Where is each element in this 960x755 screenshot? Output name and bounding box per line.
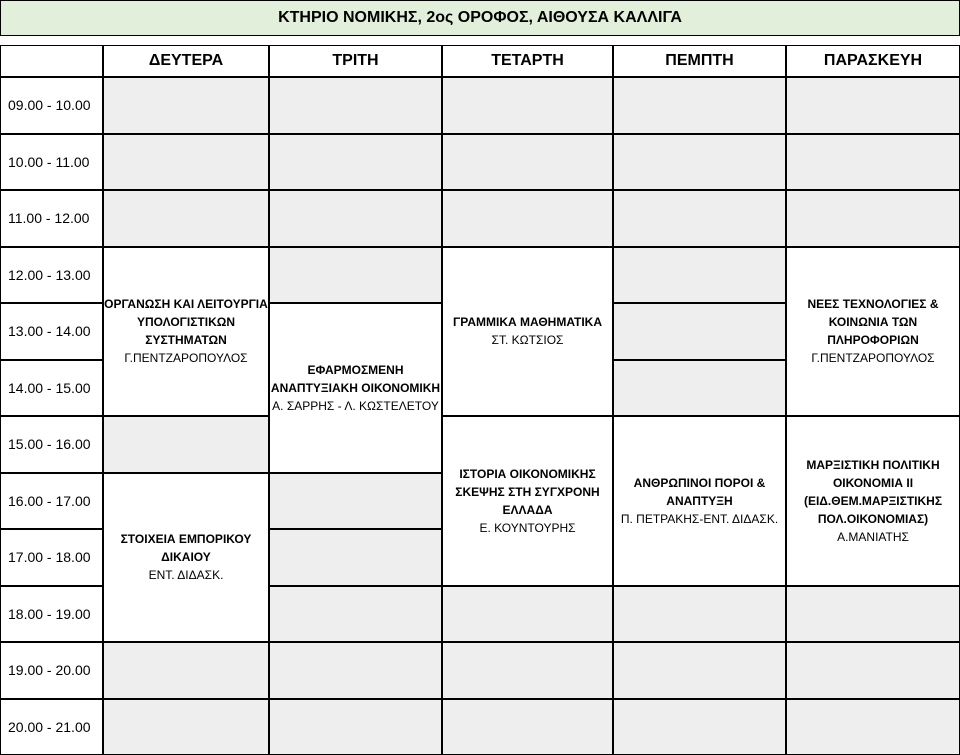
day-header-2: ΤΡΙΤΗ	[269, 45, 442, 77]
course-block[interactable]	[103, 247, 269, 417]
time-slot-label: 19.00 - 20.00	[0, 642, 103, 699]
empty-slot-cell	[613, 586, 786, 643]
course-block[interactable]	[786, 247, 960, 417]
course-block[interactable]	[786, 416, 960, 586]
day-header-3: ΤΕΤΑΡΤΗ	[442, 45, 613, 77]
course-instructor: Γ.ΠΕΝΤΖΑΡΟΠΟΥΛΟΣ	[811, 349, 934, 367]
empty-slot-cell	[103, 134, 269, 191]
course-instructor: ΣΤ. ΚΩΤΣΙΟΣ	[492, 331, 564, 349]
empty-slot-cell	[786, 134, 960, 191]
empty-slot-cell	[269, 77, 442, 134]
empty-slot-cell	[613, 247, 786, 304]
time-slot-label: 16.00 - 17.00	[0, 473, 103, 530]
course-block[interactable]	[442, 416, 613, 586]
course-title: ΑΝΘΡΩΠΙΝΟΙ ΠΟΡΟΙ & ΑΝΑΠΤΥΞΗ	[614, 474, 785, 510]
time-slot-label: 14.00 - 15.00	[0, 360, 103, 417]
course-block[interactable]	[613, 416, 786, 586]
time-slot-label: 10.00 - 11.00	[0, 134, 103, 191]
empty-slot-cell	[103, 77, 269, 134]
course-block[interactable]	[103, 473, 269, 643]
empty-slot-cell	[613, 134, 786, 191]
time-slot-label: 09.00 - 10.00	[0, 77, 103, 134]
course-instructor: Γ.ΠΕΝΤΖΑΡΟΠΟΥΛΟΣ	[124, 349, 247, 367]
empty-slot-cell	[103, 642, 269, 699]
course-block[interactable]	[442, 247, 613, 417]
empty-slot-cell	[269, 642, 442, 699]
empty-slot-cell	[442, 642, 613, 699]
corner-header-cell	[0, 45, 103, 77]
empty-slot-cell	[613, 699, 786, 755]
time-slot-label: 17.00 - 18.00	[0, 529, 103, 586]
empty-slot-cell	[613, 303, 786, 360]
time-slot-label: 18.00 - 19.00	[0, 586, 103, 643]
course-title: ΟΡΓΑΝΩΣΗ ΚΑΙ ΛΕΙΤΟΥΡΓΙΑ ΥΠΟΛΟΓΙΣΤΙΚΩΝ ΣΥΣΤΗΜΑΤΩΝ	[104, 295, 268, 349]
course-block[interactable]	[269, 303, 442, 473]
course-title: ΙΣΤΟΡΙΑ ΟΙΚΟΝΟΜΙΚΗΣ ΣΚΕΨΗΣ ΣΤΗ ΣΥΓΧΡΟΝΗ ΕΛΛΑΔΑ	[443, 465, 612, 519]
empty-slot-cell	[269, 134, 442, 191]
empty-slot-cell	[269, 586, 442, 643]
empty-slot-cell	[442, 699, 613, 755]
course-title: ΜΑΡΞΙΣΤΙΚΗ ΠΟΛΙΤΙΚΗ ΟΙΚΟΝΟΜΙΑ ΙΙ (ΕΙΔ.ΘΕΜ.ΜΑΡΞΙΣΤΙΚΗΣ ΠΟΛ.ΟΙΚΟΝΟΜΙΑΣ)	[787, 456, 959, 528]
empty-slot-cell	[786, 586, 960, 643]
empty-slot-cell	[269, 247, 442, 304]
course-instructor: Π. ΠΕΤΡΑΚΗΣ-ΕΝΤ. ΔΙΔΑΣΚ.	[621, 510, 778, 528]
day-header-1: ΔΕΥΤΕΡΑ	[103, 45, 269, 77]
time-slot-label: 11.00 - 12.00	[0, 190, 103, 247]
empty-slot-cell	[103, 416, 269, 473]
page-title: ΚΤΗΡΙΟ ΝΟΜΙΚΗΣ, 2ος ΟΡΟΦΟΣ, ΑΙΘΟΥΣΑ ΚΑΛΛΙΓΑ	[0, 0, 960, 36]
course-instructor: ΕΝΤ. ΔΙΔΑΣΚ.	[149, 566, 224, 584]
empty-slot-cell	[103, 190, 269, 247]
course-instructor: Ε. ΚΟΥΝΤΟΥΡΗΣ	[479, 519, 575, 537]
empty-slot-cell	[269, 473, 442, 530]
time-slot-label: 13.00 - 14.00	[0, 303, 103, 360]
empty-slot-cell	[269, 190, 442, 247]
day-header-5: ΠΑΡΑΣΚΕΥΗ	[786, 45, 960, 77]
empty-slot-cell	[613, 642, 786, 699]
empty-slot-cell	[613, 190, 786, 247]
course-title: ΝΕΕΣ ΤΕΧΝΟΛΟΓΙΕΣ & ΚΟΙΝΩΝΙΑ ΤΩΝ ΠΛΗΡΟΦΟΡΙΩΝ	[787, 295, 959, 349]
day-header-4: ΠΕΜΠΤΗ	[613, 45, 786, 77]
empty-slot-cell	[786, 190, 960, 247]
empty-slot-cell	[442, 77, 613, 134]
empty-slot-cell	[786, 642, 960, 699]
empty-slot-cell	[269, 529, 442, 586]
empty-slot-cell	[442, 190, 613, 247]
course-title: ΕΦΑΡΜΟΣΜΕΝΗ ΑΝΑΠΤΥΞΙΑΚΗ ΟΙΚΟΝΟΜΙΚΗ	[270, 361, 441, 397]
time-slot-label: 20.00 - 21.00	[0, 699, 103, 755]
empty-slot-cell	[269, 699, 442, 755]
empty-slot-cell	[786, 699, 960, 755]
time-slot-label: 12.00 - 13.00	[0, 247, 103, 304]
empty-slot-cell	[103, 699, 269, 755]
empty-slot-cell	[442, 586, 613, 643]
empty-slot-cell	[613, 360, 786, 417]
empty-slot-cell	[786, 77, 960, 134]
course-title: ΓΡΑΜΜΙΚΑ ΜΑΘΗΜΑΤΙΚΑ	[453, 313, 602, 331]
course-title: ΣΤΟΙΧΕΙΑ ΕΜΠΟΡΙΚΟΥ ΔΙΚΑΙΟΥ	[104, 530, 268, 566]
course-instructor: Α.ΜΑΝΙΑΤΗΣ	[837, 528, 909, 546]
empty-slot-cell	[442, 134, 613, 191]
time-slot-label: 15.00 - 16.00	[0, 416, 103, 473]
course-instructor: Α. ΣΑΡΡΗΣ - Λ. ΚΩΣΤΕΛΕΤΟΥ	[272, 397, 439, 415]
empty-slot-cell	[613, 77, 786, 134]
